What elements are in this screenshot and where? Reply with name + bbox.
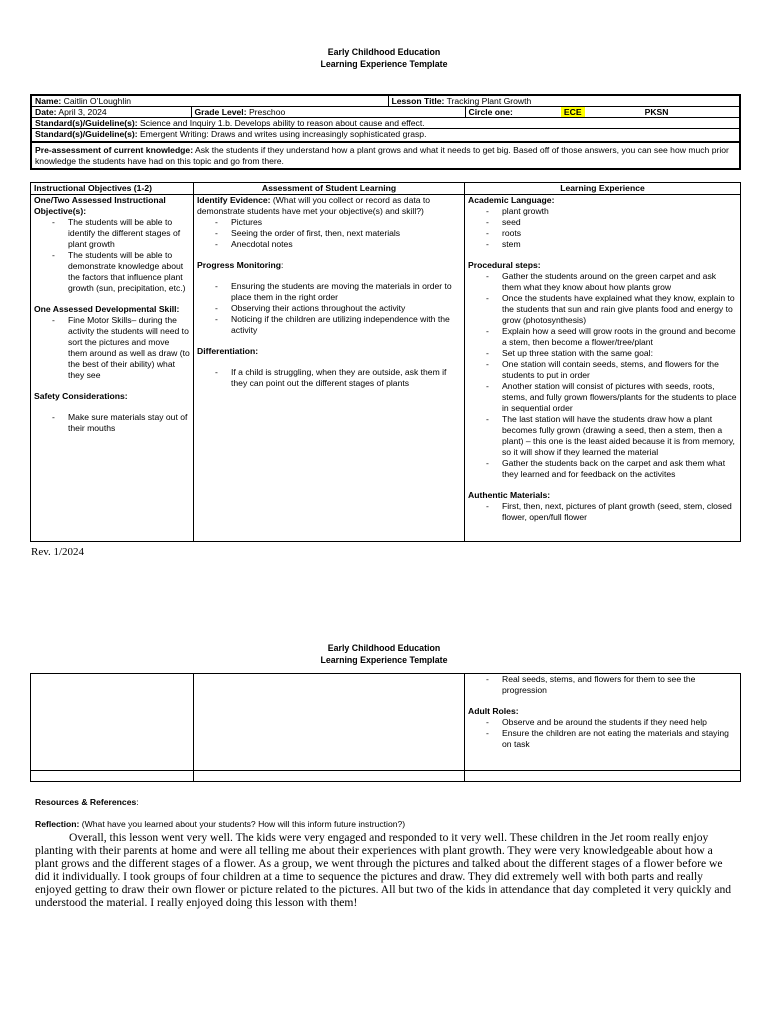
list-item: - Anecdotal notes	[215, 239, 461, 250]
list-item: - The students will be able to demonstrate knowledge about the factors that influence plant growth (sun, precipitation, etc.)	[52, 250, 190, 294]
date-value: April 3, 2024	[56, 107, 107, 117]
circle-cell: Circle one: ECE PKSN	[465, 107, 740, 118]
list-item: - Ensuring the students are moving the materials in order to place them in the right order	[215, 281, 461, 303]
list-item: - Ensure the children are not eating the materials and staying on task	[486, 728, 737, 750]
grade-value: Preschoo	[246, 107, 286, 117]
objectives-list	[34, 217, 190, 294]
list-item: - Once the students have explained what they know, explain to the students that sun and rain give plants food and energy to grow (photosynthesis)	[486, 293, 737, 326]
continuation-table	[30, 673, 741, 782]
list-item: - One station will contain seeds, stems, and flowers for the students to put in order	[486, 359, 737, 381]
experience-cell-cont	[465, 674, 741, 771]
assessment-cell-cont	[194, 674, 465, 771]
evidence-list	[197, 217, 461, 250]
objectives-cell	[31, 195, 194, 542]
list-item: - Pictures	[215, 217, 461, 228]
header-title: Early Childhood Education	[327, 643, 441, 653]
col-header-objectives: Instructional Objectives (1-2)	[31, 183, 194, 195]
reflection-text: Overall, this lesson went very well. The kids were very engaged and responded to it very well. These children in the Jet room really enjoy planting with their parents at home and were all telling me about their experiences with plant growth. They were very knowledgeable about how a plant grows and the different stages of a flower. As a group, we went through the pictures and talked about the different stages of a flower before we did it individually. I took groups of four children at a time to sequence the pictures and draw. They did extremely well with both parts and really enjoyed getting to draw their own flower or picture related to the pictures. All but two of the kids in attendance that day completed it very quickly and understood the material. I really enjoyed doing this lesson with them!	[35, 831, 732, 909]
list-item: - Gather the students back on the carpet and ask them what they learned and for feedback on the activites	[486, 458, 737, 480]
list-item: - Make sure materials stay out of their mouths	[52, 412, 190, 434]
col-header-experience: Learning Experience	[465, 183, 741, 195]
circle-option-ece: ECE	[561, 107, 585, 117]
header-subtitle: Learning Experience Template	[320, 58, 448, 69]
header-title: Early Childhood Education	[327, 47, 441, 57]
name-value: Caitlin O’Loughlin	[61, 96, 132, 106]
info-table	[30, 94, 741, 170]
academic-language-list	[468, 206, 737, 250]
grade-cell: Grade Level: Preschoo	[191, 107, 465, 118]
authentic-materials-list	[468, 501, 737, 523]
pre-assessment-cell: Pre-assessment of current knowledge: Ask the students if they understand how a plant grows and what it needs to get big. Based off of those answers, you can see how much prior knowledge the students have had on this topic and go from there.	[31, 142, 740, 169]
list-item: - Set up three station with the same goal:	[486, 348, 737, 359]
empty-cell	[31, 771, 194, 782]
lesson-title-value: Tracking Plant Growth	[444, 96, 532, 106]
list-item: - Another station will consist of pictures with seeds, roots, stems, and fully grown flowers/plants for the students to place in sequential order	[486, 381, 737, 414]
name-cell: Name: Caitlin O’Loughlin	[31, 95, 388, 107]
adult-roles-list	[468, 717, 737, 750]
procedural-steps-heading: Procedural steps:	[468, 260, 541, 270]
list-item: - roots	[486, 228, 737, 239]
empty-cell	[465, 771, 741, 782]
list-item: - First, then, next, pictures of plant growth (seed, stem, closed flower, open/full flower	[486, 501, 737, 523]
resources-label: Resources & References:	[35, 797, 139, 807]
page2-header	[0, 643, 768, 666]
procedural-steps-list	[468, 271, 737, 480]
materials-cont-list	[468, 674, 737, 696]
authentic-materials-heading: Authentic Materials:	[468, 490, 551, 500]
col-header-assessment: Assessment of Student Learning	[194, 183, 465, 195]
standard-2-cell: Standard(s)/Guideline(s): Emergent Writing: Draws and writes using increasingly sophisticated grasp.	[31, 129, 740, 143]
empty-cell	[194, 771, 465, 782]
revision-note: Rev. 1/2024	[31, 546, 85, 558]
differentiation-list	[197, 367, 461, 389]
list-item: - seed	[486, 217, 737, 228]
identify-evidence: Identify Evidence: (What will you collect or record as data to demonstrate students have met your objective(s) and skill?)	[197, 195, 431, 216]
list-item: - stem	[486, 239, 737, 250]
header-subtitle: Learning Experience Template	[320, 654, 448, 665]
list-item: - Gather the students around on the green carpet and ask them what they know about how plants grow	[486, 271, 737, 293]
list-item: - Explain how a seed will grow roots in the ground and become a stem, then become a flower/tree/plant	[486, 326, 737, 348]
objectives-cell-cont	[31, 674, 194, 771]
list-item: - Noticing if the children are utilizing independence with the activity	[215, 314, 461, 336]
main-table	[30, 182, 741, 542]
progress-monitoring-heading: Progress Monitoring:	[197, 260, 284, 270]
list-item: - Fine Motor Skills– during the activity the students will need to sort the pictures and move them around as well as draw (to the best of their ability) what they see	[52, 315, 190, 381]
adult-roles-heading: Adult Roles:	[468, 706, 519, 716]
list-item: - The students will be able to identify the different stages of plant growth	[52, 217, 190, 250]
standard-1-cell: Standard(s)/Guideline(s): Science and Inquiry 1.b. Develops ability to reason about cause and effect.	[31, 118, 740, 129]
developmental-skill-heading: One Assessed Developmental Skill:	[34, 304, 180, 314]
progress-list	[197, 281, 461, 336]
list-item: - Seeing the order of first, then, next materials	[215, 228, 461, 239]
experience-cell	[465, 195, 741, 542]
lesson-title-cell: Lesson Title: Tracking Plant Growth	[388, 95, 740, 107]
list-item: - The last station will have the students draw how a plant becomes fully grown (drawing a seed, then a stem, then a plant) – this one is the least aided because it is from memory, so it will show if they learned the material	[486, 414, 737, 458]
list-item: - Observe and be around the students if they need help	[486, 717, 737, 728]
list-item: - Real seeds, stems, and flowers for them to see the progression	[486, 674, 737, 696]
list-item: - plant growth	[486, 206, 737, 217]
date-cell: Date: April 3, 2024	[31, 107, 191, 118]
circle-option-pksn: PKSN	[644, 107, 669, 117]
developmental-skill-list	[34, 315, 190, 381]
differentiation-heading: Differentiation:	[197, 346, 259, 356]
objectives-heading: One/Two Assessed Instructional Objective(s):	[34, 195, 166, 216]
assessment-cell	[194, 195, 465, 542]
reflection-label: Reflection: (What have you learned about your students? How will this inform future instruction?)	[35, 819, 406, 829]
safety-heading: Safety Considerations:	[34, 391, 128, 401]
academic-language-heading: Academic Language:	[468, 195, 555, 205]
page1-header	[0, 47, 768, 70]
safety-list	[34, 412, 190, 434]
list-item: - Observing their actions throughout the activity	[215, 303, 461, 314]
list-item: - If a child is struggling, when they are outside, ask them if they can point out the different stages of plants	[215, 367, 461, 389]
